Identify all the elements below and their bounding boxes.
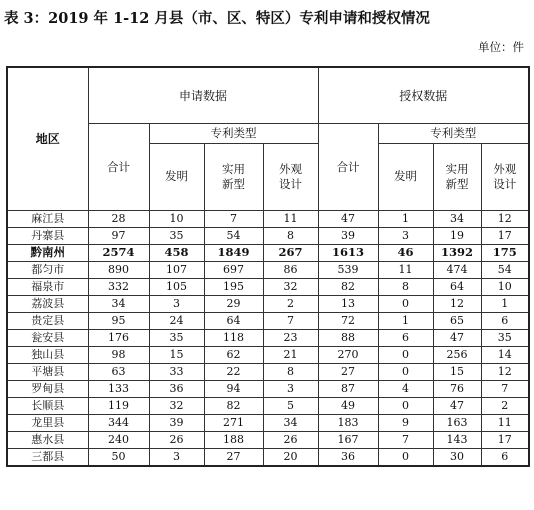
table-row [7,397,529,414]
value-cell: 94 [204,380,263,397]
value-cell: 0 [378,397,433,414]
value-cell: 10 [481,278,529,295]
value-cell: 1849 [204,244,263,261]
application-invention-header: 发明 [149,143,204,210]
value-cell: 50 [88,448,149,466]
value-cell: 54 [481,261,529,278]
region-cell: 独山县 [7,346,88,363]
value-cell: 2 [481,397,529,414]
grant-utility-header: 实用 新型 [433,143,481,210]
value-cell: 256 [433,346,481,363]
value-cell: 39 [149,414,204,431]
application-header: 申请数据 [88,67,318,123]
value-cell: 54 [204,227,263,244]
value-cell: 271 [204,414,263,431]
value-cell: 0 [378,448,433,466]
value-cell: 65 [433,312,481,329]
region-cell: 瓮安县 [7,329,88,346]
value-cell: 47 [433,397,481,414]
value-cell: 13 [318,295,378,312]
value-cell: 195 [204,278,263,295]
value-cell: 36 [318,448,378,466]
value-cell: 34 [88,295,149,312]
value-cell: 49 [318,397,378,414]
value-cell: 143 [433,431,481,448]
value-cell: 697 [204,261,263,278]
table-row [7,431,529,448]
value-cell: 0 [378,363,433,380]
value-cell: 46 [378,244,433,261]
value-cell: 47 [318,210,378,227]
value-cell: 36 [149,380,204,397]
value-cell: 47 [433,329,481,346]
value-cell: 11 [378,261,433,278]
value-cell: 35 [149,329,204,346]
value-cell: 270 [318,346,378,363]
value-cell: 14 [481,346,529,363]
value-cell: 3 [263,380,318,397]
value-cell: 64 [433,278,481,295]
value-cell: 3 [149,448,204,466]
value-cell: 10 [149,210,204,227]
value-cell: 105 [149,278,204,295]
value-cell: 97 [88,227,149,244]
value-cell: 15 [433,363,481,380]
table-title: 表 3：2019 年 1-12 月县（市、区、特区）专利申请和授权情况 [4,10,430,27]
value-cell: 267 [263,244,318,261]
value-cell: 539 [318,261,378,278]
grant-invention-header: 发明 [378,143,433,210]
value-cell: 2 [263,295,318,312]
value-cell: 34 [433,210,481,227]
value-cell: 107 [149,261,204,278]
value-cell: 23 [263,329,318,346]
value-cell: 118 [204,329,263,346]
value-cell: 27 [318,363,378,380]
value-cell: 11 [263,210,318,227]
value-cell: 0 [378,295,433,312]
value-cell: 26 [149,431,204,448]
table-row [7,278,529,295]
region-cell: 长顺县 [7,397,88,414]
value-cell: 33 [149,363,204,380]
application-patent-type-header: 专利类型 [149,123,318,143]
value-cell: 1 [481,295,529,312]
value-cell: 6 [481,312,529,329]
value-cell: 35 [149,227,204,244]
value-cell: 28 [88,210,149,227]
value-cell: 188 [204,431,263,448]
value-cell: 3 [378,227,433,244]
value-cell: 63 [88,363,149,380]
value-cell: 3 [149,295,204,312]
value-cell: 7 [263,312,318,329]
value-cell: 7 [481,380,529,397]
value-cell: 34 [263,414,318,431]
table-body [7,210,529,466]
region-cell: 贵定县 [7,312,88,329]
value-cell: 1613 [318,244,378,261]
value-cell: 29 [204,295,263,312]
value-cell: 0 [378,346,433,363]
value-cell: 35 [481,329,529,346]
table-row [7,312,529,329]
table-row [7,261,529,278]
value-cell: 344 [88,414,149,431]
region-cell: 黔南州 [7,244,88,261]
value-cell: 7 [378,431,433,448]
value-cell: 26 [263,431,318,448]
value-cell: 22 [204,363,263,380]
grant-header: 授权数据 [318,67,529,123]
table-row [7,227,529,244]
value-cell: 167 [318,431,378,448]
table-row [7,448,529,466]
value-cell: 98 [88,346,149,363]
value-cell: 6 [481,448,529,466]
value-cell: 19 [433,227,481,244]
value-cell: 32 [263,278,318,295]
value-cell: 12 [481,363,529,380]
value-cell: 9 [378,414,433,431]
value-cell: 86 [263,261,318,278]
value-cell: 95 [88,312,149,329]
value-cell: 6 [378,329,433,346]
region-cell: 罗甸县 [7,380,88,397]
region-cell: 福泉市 [7,278,88,295]
value-cell: 8 [263,363,318,380]
table-row [7,346,529,363]
value-cell: 5 [263,397,318,414]
value-cell: 175 [481,244,529,261]
value-cell: 87 [318,380,378,397]
value-cell: 17 [481,431,529,448]
value-cell: 88 [318,329,378,346]
region-cell: 平塘县 [7,363,88,380]
value-cell: 12 [433,295,481,312]
value-cell: 39 [318,227,378,244]
value-cell: 1 [378,210,433,227]
value-cell: 163 [433,414,481,431]
region-cell: 三都县 [7,448,88,466]
value-cell: 176 [88,329,149,346]
region-cell: 都匀市 [7,261,88,278]
application-design-header: 外观 设计 [263,143,318,210]
value-cell: 62 [204,346,263,363]
region-cell: 惠水县 [7,431,88,448]
region-cell: 丹寨县 [7,227,88,244]
value-cell: 64 [204,312,263,329]
value-cell: 20 [263,448,318,466]
value-cell: 1392 [433,244,481,261]
value-cell: 890 [88,261,149,278]
value-cell: 240 [88,431,149,448]
value-cell: 8 [263,227,318,244]
value-cell: 133 [88,380,149,397]
value-cell: 82 [318,278,378,295]
region-cell: 麻江县 [7,210,88,227]
value-cell: 11 [481,414,529,431]
table-row [7,363,529,380]
value-cell: 24 [149,312,204,329]
region-header: 地区 [7,67,88,210]
value-cell: 332 [88,278,149,295]
value-cell: 2574 [88,244,149,261]
value-cell: 76 [433,380,481,397]
grant-design-header: 外观 设计 [481,143,529,210]
application-total-header: 合计 [88,123,149,210]
table-row [7,210,529,227]
region-cell: 荔波县 [7,295,88,312]
value-cell: 72 [318,312,378,329]
table-row [7,329,529,346]
value-cell: 30 [433,448,481,466]
value-cell: 458 [149,244,204,261]
value-cell: 4 [378,380,433,397]
table-row [7,295,529,312]
value-cell: 21 [263,346,318,363]
value-cell: 8 [378,278,433,295]
table-row [7,380,529,397]
value-cell: 1 [378,312,433,329]
table-row [7,414,529,431]
value-cell: 27 [204,448,263,466]
value-cell: 17 [481,227,529,244]
value-cell: 119 [88,397,149,414]
value-cell: 82 [204,397,263,414]
patent-table [6,66,530,467]
grant-total-header: 合计 [318,123,378,210]
value-cell: 15 [149,346,204,363]
value-cell: 7 [204,210,263,227]
region-cell: 龙里县 [7,414,88,431]
unit-label: 单位：件 [478,40,524,54]
value-cell: 474 [433,261,481,278]
grant-patent-type-header: 专利类型 [378,123,529,143]
table-row [7,244,529,261]
value-cell: 12 [481,210,529,227]
value-cell: 183 [318,414,378,431]
value-cell: 32 [149,397,204,414]
application-utility-header: 实用 新型 [204,143,263,210]
